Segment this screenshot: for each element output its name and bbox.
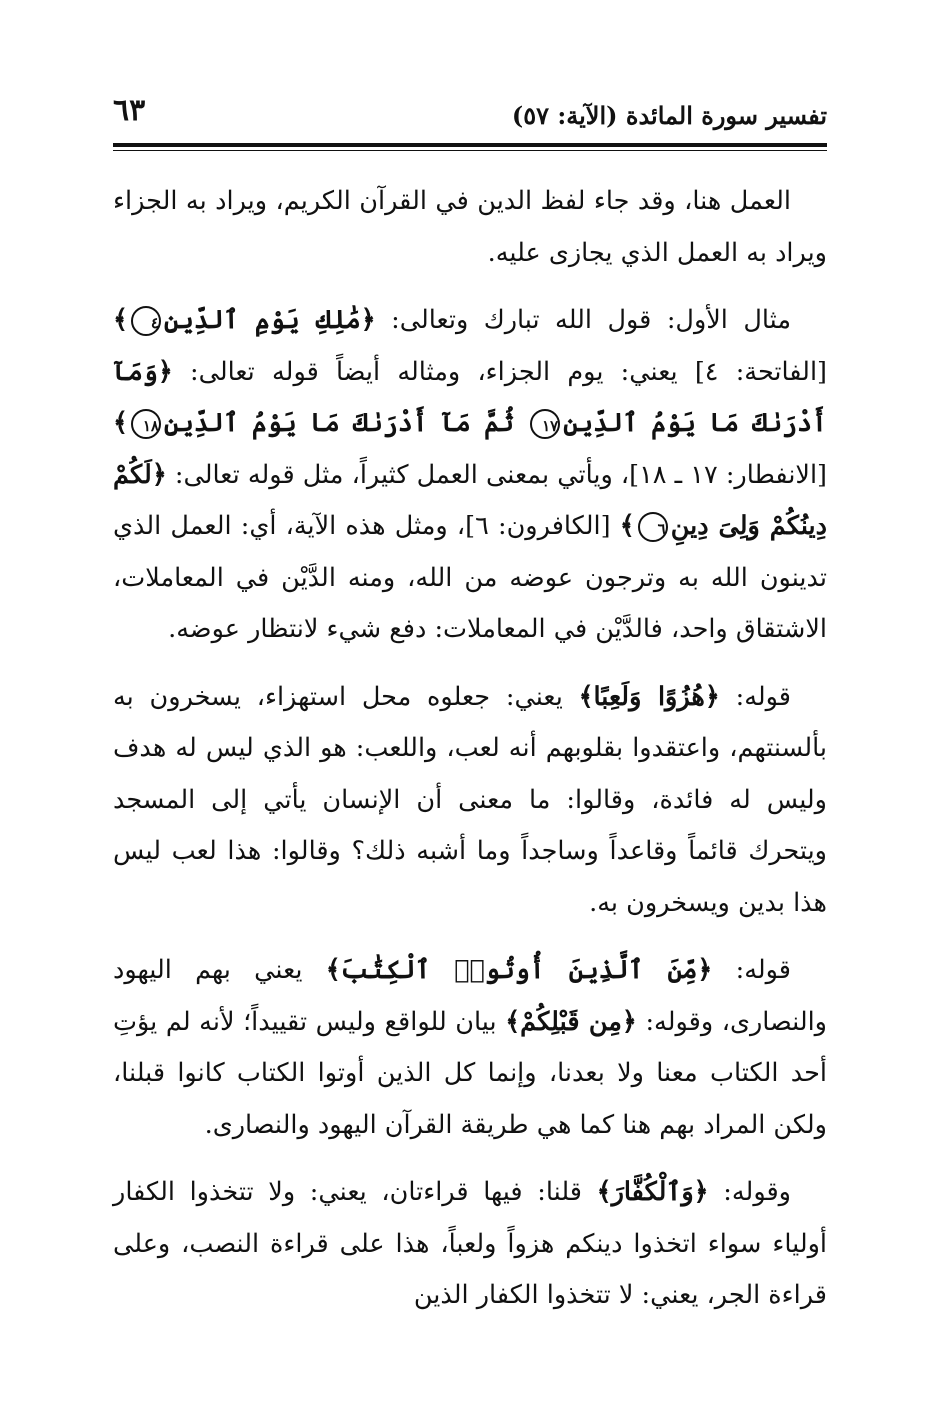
quran-quote: ﴿مِّنَ ٱلَّذِينَ أُوتُوا۟ ٱلْكِتَٰبَ﴾ — [325, 955, 713, 985]
body-text — [113, 176, 827, 1338]
ayah-number-icon: ٦ — [638, 512, 668, 542]
text-run: وقوله: — [708, 1177, 791, 1207]
quran-quote: ﴿وَمَآ أَدْرَىٰكَ مَا يَوْمُ ٱلدِّينِ — [113, 356, 827, 438]
quran-quote: ﴾ — [619, 511, 635, 541]
header-title: تفسير سورة المائدة (الآية: ٥٧) — [511, 101, 827, 130]
quran-quote: ﴿هُزُوًا وَلَعِبًا﴾ — [578, 681, 720, 712]
text-run: [الانفطار: ١٧ ـ ١٨]، ويأتي بمعنى العمل كثيراً، مثل قوله تعالى: — [166, 459, 827, 490]
header-rule-thick — [113, 143, 827, 147]
text-run: مثال الأول: قول الله تبارك وتعالى: — [375, 305, 791, 335]
page-number: ٦٣ — [113, 93, 146, 128]
text-run: قوله: — [719, 681, 791, 712]
ayah-number-icon: ١٧ — [530, 409, 560, 439]
ayah-number-icon: ٤ — [131, 306, 161, 336]
header-rule-thin — [113, 150, 827, 151]
paragraph — [113, 176, 827, 279]
running-header — [113, 93, 827, 139]
paragraph — [113, 295, 827, 656]
quran-quote: ﴿وَٱلْكُفَّارَ﴾ — [596, 1177, 709, 1207]
text-run: قلنا: فيها قراءتان، يعني: ولا تتخذوا الكفار أولياء سواء اتخذوا دينكم هزواً ولعباً، هذا على قراءة النصب، وعلى قراءة الجر، يعني: لا تتخذوا الكفار الذين — [113, 1177, 827, 1310]
text-run: يعني: جعلوه محل استهزاء، يسخرون به بألسنتهم، واعتقدوا بقلوبهم أنه لعب، واللعب: هو الذي ليس له هدف وليس له فائدة، وقالوا: ما معنى أن الإنسان يأتي إلى المسجد ويتحرك قائماً وقاعداً وساجداً وما أشبه ذلك؟ وقالوا: هذا لعب ليس هذا بدين ويسخرون به. — [113, 681, 827, 918]
text-run: العمل هنا، وقد جاء لفظ الدين في القرآن الكريم، ويراد به الجزاء ويراد به العمل الذي يجازى عليه. — [113, 186, 827, 268]
quran-quote: ﴿مِن قَبْلِكُمْ﴾ — [505, 1006, 637, 1037]
text-run: [الكافرون: ٦]، ومثل هذه الآية، أي: العمل الذي تدينون الله به وترجون عوضه من الله، ومنه الدَّيْن في المعاملات، الاشتقاق واحد، فالدَّيْن في المعاملات: دفع شيء لانتظار عوضه. — [113, 511, 827, 644]
quran-quote: ﴿مَٰلِكِ يَوْمِ ٱلدِّينِ — [163, 305, 376, 335]
quran-quote: ثُمَّ مَآ أَدْرَىٰكَ مَا يَوْمُ ٱلدِّينِ — [163, 408, 528, 438]
ayah-number-icon: ١٨ — [131, 409, 161, 439]
quran-quote: ﴿لَكُمْ دِينُكُمْ وَلِىَ دِينِ — [113, 459, 827, 541]
quran-quote: ﴾ — [113, 408, 128, 438]
paragraph — [113, 672, 827, 930]
paragraph — [113, 945, 827, 1151]
paragraph — [113, 1167, 827, 1322]
text-run: يعني بهم اليهود والنصارى، وقوله: — [113, 955, 827, 1037]
quran-quote: ﴾ — [113, 305, 128, 335]
text-run: [الفاتحة: ٤] يعني: يوم الجزاء، ومثاله أيضاً قوله تعالى: — [172, 356, 827, 387]
text-run: بيان للواقع وليس تقييداً؛ لأنه لم يؤتِ أحد الكتاب معنا ولا بعدنا، وإنما كل الذين أوتوا الكتاب كانوا قبلنا، ولكن المراد بهم هنا كما هي طريقة القرآن اليهود والنصارى. — [113, 1006, 827, 1140]
text-run: قوله: — [712, 955, 791, 985]
